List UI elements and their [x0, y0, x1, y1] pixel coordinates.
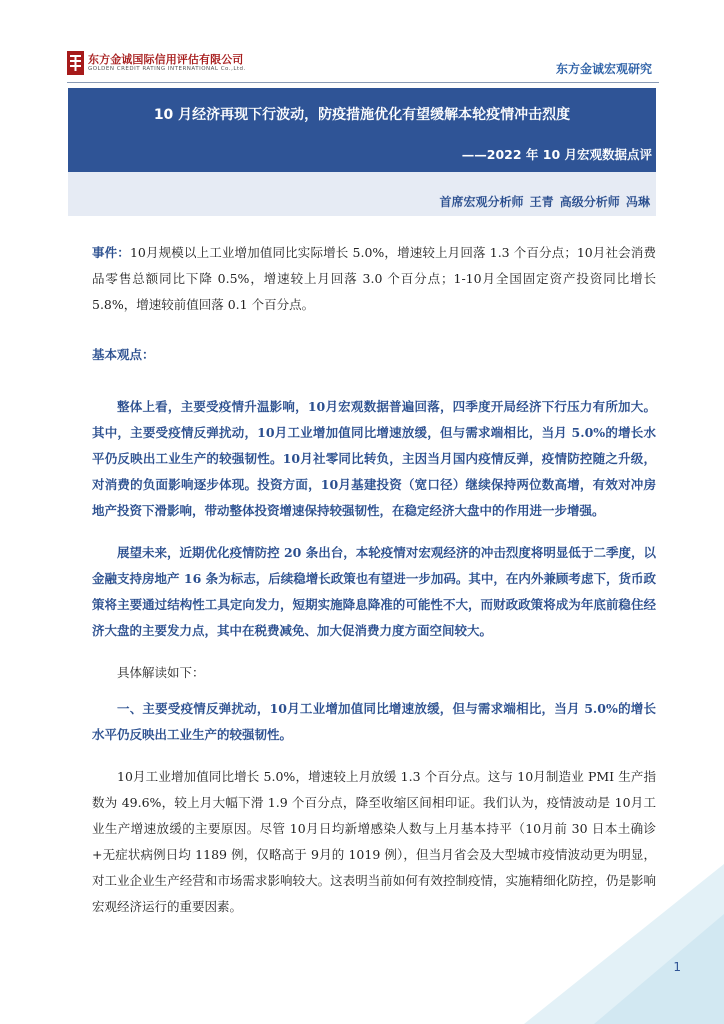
- page-number: 1: [673, 960, 681, 974]
- views-paragraph-1: 整体上看，主要受疫情升温影响，10月宏观数据普遍回落，四季度开局经济下行压力有所加大。其中，主要受疫情反弹扰动，10月工业增加值同比增速放缓，但与需求端相比，当月 5.0%的增长水平仍反映出工业生产的较强韧性。10月社零同比转负，主因当月国内疫情反弹，疫情防控随之升级，对消费的负面影响逐步体现。投资方面，10月基建投资（宽口径）继续保持两位数高增，有效对冲房地产投资下滑影响，带动整体投资增速保持较强韧性，在稳定经济大盘中的作用进一步增强。: [92, 399, 656, 518]
- views-paragraph-2: 展望未来，近期优化疫情防控 20 条出台，本轮疫情对宏观经济的冲击烈度将明显低于二季度，以金融支持房地产 16 条为标志，后续稳增长政策也有望进一步加码。其中，在内外兼顾考虑下，货币政策将主要通过结构性工具定向发力，短期实施降息降准的可能性不大，而财政政策将成为年底前稳住经济大盘的主要发力点，其中在税费减免、加大促消费力度方面空间较大。: [92, 545, 656, 638]
- report-subtitle: ——2022 年 10 月宏观数据点评: [461, 147, 652, 162]
- logo-en-text: GOLDEN CREDIT RATING INTERNATIONAL Co.,Ltd.: [88, 66, 246, 72]
- authors: 首席宏观分析师 王青 高级分析师 冯琳: [439, 195, 650, 209]
- brand-name: 东方金诚宏观研究: [555, 62, 652, 76]
- logo-cn-text: 东方金诚国际信用评估有限公司: [88, 53, 244, 66]
- event-text: 10月规模以上工业增加值同比实际增长 5.0%，增速较上月回落 1.3 个百分点；10月社会消费品零售总额同比下降 0.5%，增速较上月回落 3.0 个百分点；1-10月全国固定资产投资同比增长 5.8%，增速较前值回落 0.1 个百分点。: [92, 245, 656, 312]
- company-logo: [67, 50, 257, 78]
- corner-decoration: [484, 854, 724, 1024]
- logo-mark-icon: [67, 51, 84, 75]
- report-title: 10 月经济再现下行波动，防疫措施优化有望缓解本轮疫情冲击烈度: [153, 107, 571, 123]
- event-label: 事件：: [92, 245, 130, 260]
- detail-intro: 具体解读如下：: [117, 665, 205, 680]
- views-heading: 基本观点：: [92, 347, 155, 362]
- event-paragraph: [92, 240, 656, 318]
- header-divider: [67, 82, 659, 83]
- section1-text: 10月工业增加值同比增长 5.0%，增速较上月放缓 1.3 个百分点。这与 10月制造业 PMI 生产指数为 49.6%，较上月大幅下滑 1.9 个百分点，降至收缩区间相印证。我们认为，疫情波动是 10月工业生产增速放缓的主要原因。尽管 10月日均新增感染人数与上月基本持平（10月前 30 日本土确诊+无症状病例日均 1189 例，仅略高于 9月的 1019 例），但当月省会及大型城市疫情波动更为明显，对工业企业生产经营和市场需求影响较大。这表明当前如何有效控制疫情，实施精细化防控，仍是影响宏观经济运行的重要因素。: [92, 769, 656, 914]
- section1-heading: 一、主要受疫情反弹扰动，10月工业增加值同比增速放缓，但与需求端相比，当月 5.0%的增长水平仍反映出工业生产的较强韧性。: [92, 701, 656, 742]
